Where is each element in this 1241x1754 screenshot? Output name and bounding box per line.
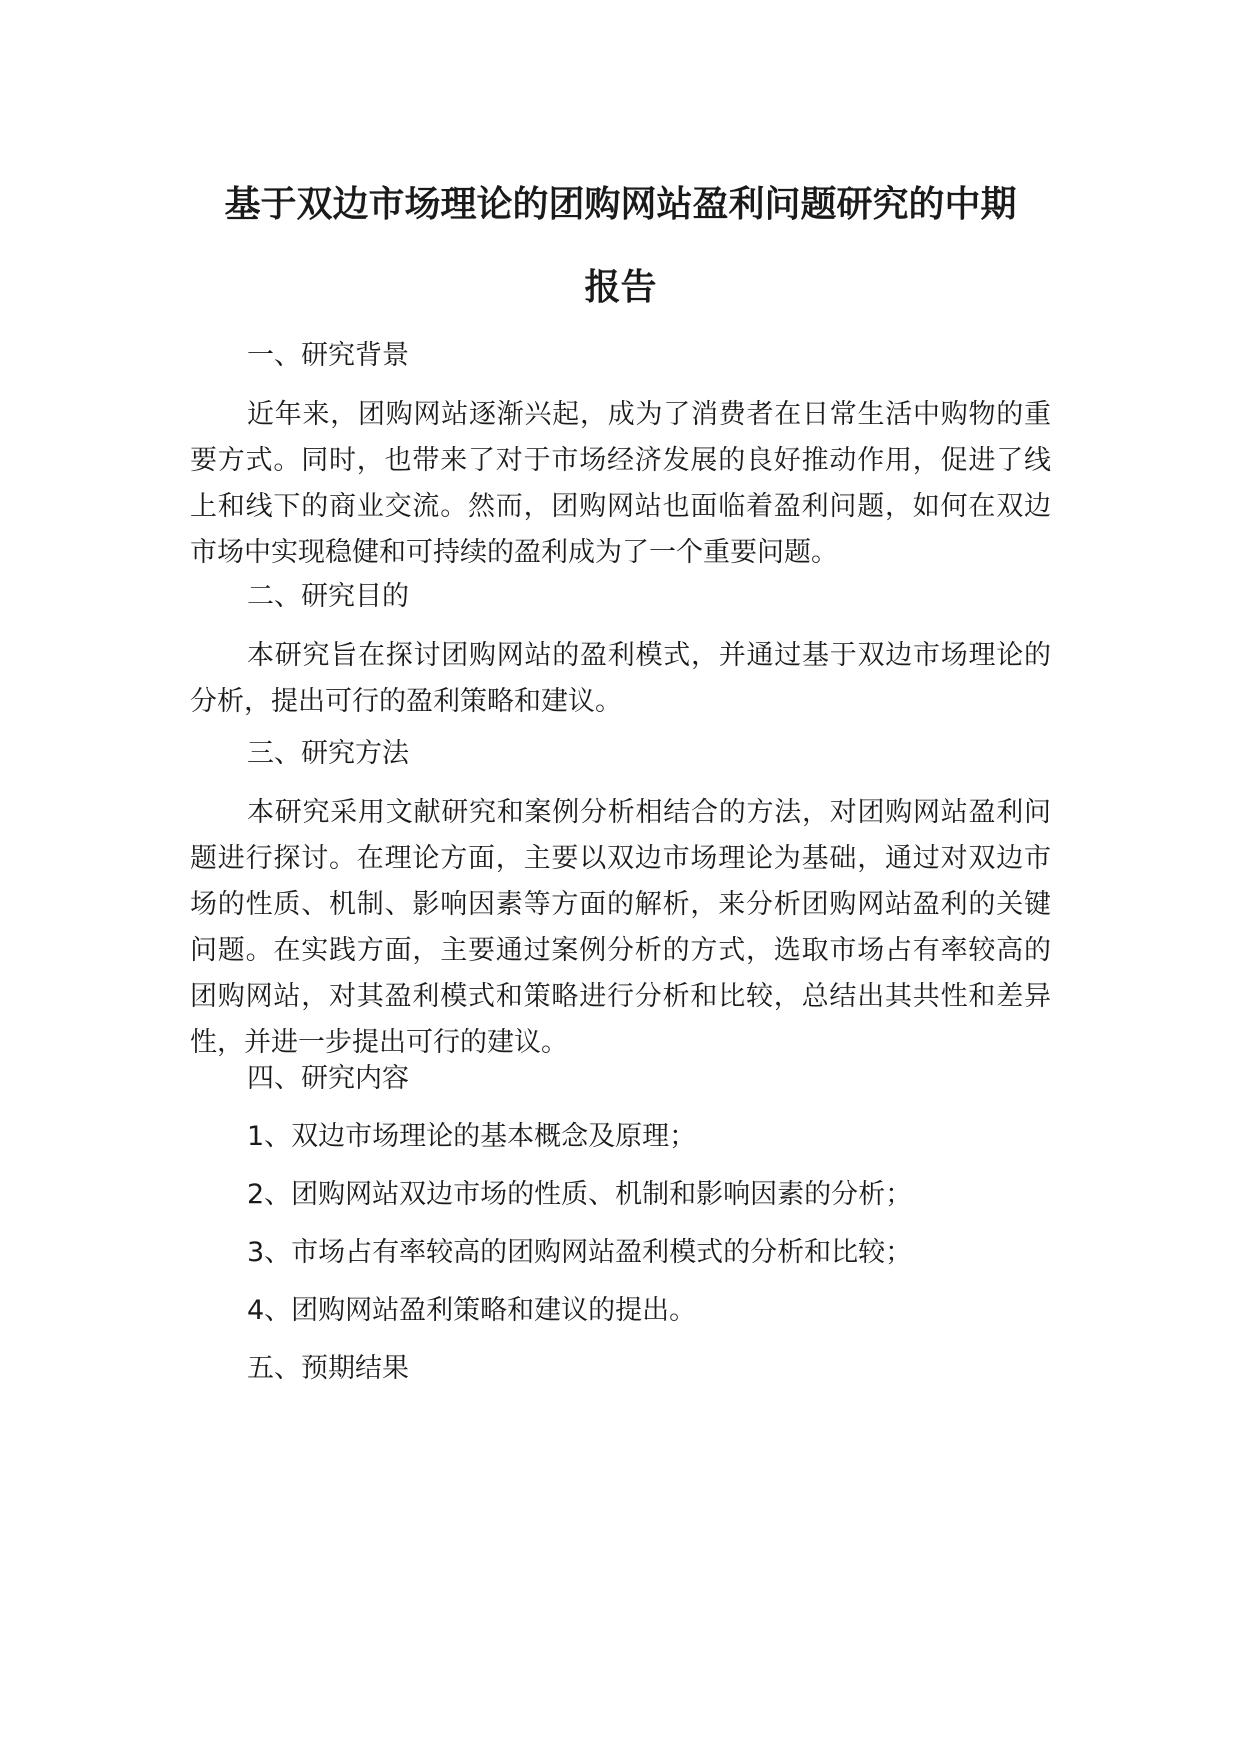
content-list-item-3: 3、市场占有率较高的团购网站盈利模式的分析和比较； (247, 1237, 913, 1268)
section-heading-background: 一、研究背景 (247, 340, 409, 371)
content-list-item-2: 2、团购网站双边市场的性质、机制和影响因素的分析； (247, 1179, 913, 1210)
section-heading-content: 四、研究内容 (247, 1063, 409, 1094)
document-title-line-2: 报告 (584, 267, 657, 308)
content-list-item-1: 1、双边市场理论的基本概念及原理； (247, 1121, 697, 1152)
section-heading-purpose: 二、研究目的 (247, 581, 409, 612)
document-title-line-1: 基于双边市场理论的团购网站盈利问题研究的中期 (224, 184, 1017, 225)
section-heading-expected-results: 五、预期结果 (247, 1353, 409, 1384)
section-paragraph-purpose: 本研究旨在探讨团购网站的盈利模式，并通过基于双边市场理论的分析，提出可行的盈利策略和建议。 (190, 640, 1051, 717)
content-list-item-4: 4、团购网站盈利策略和建议的提出。 (247, 1295, 697, 1326)
section-paragraph-background: 近年来，团购网站逐渐兴起，成为了消费者在日常生活中购物的重要方式。同时，也带来了对于市场经济发展的良好推动作用，促进了线上和线下的商业交流。然而，团购网站也面临着盈利问题，如何在双边市场中实现稳健和可持续的盈利成为了一个重要问题。 (190, 399, 1051, 568)
section-heading-method: 三、研究方法 (247, 738, 409, 769)
section-paragraph-method: 本研究采用文献研究和案例分析相结合的方法，对团购网站盈利问题进行探讨。在理论方面，主要以双边市场理论为基础，通过对双边市场的性质、机制、影响因素等方面的解析，来分析团购网站盈利的关键问题。在实践方面，主要通过案例分析的方式，选取市场占有率较高的团购网站，对其盈利模式和策略进行分析和比较，总结出其共性和差异性，并进一步提出可行的建议。 (190, 797, 1051, 1058)
